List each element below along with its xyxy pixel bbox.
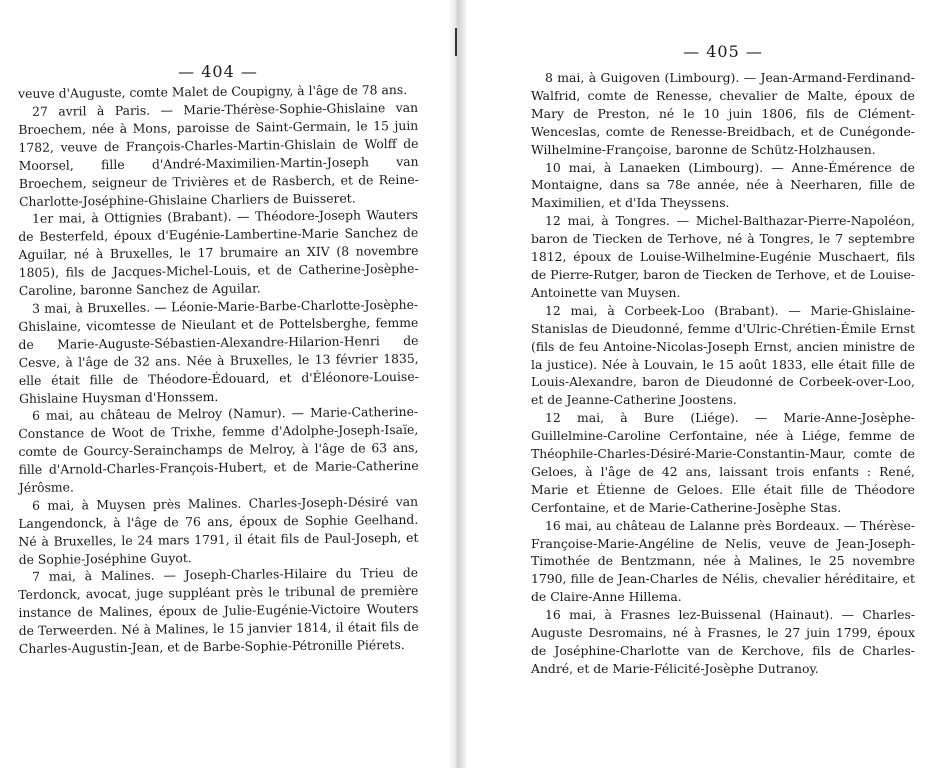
entry-8-mai: 8 mai, à Guigoven (Limbourg). — Jean-Armand-Ferdinand-Walfrid, comte de Renesse, chevalier de Malte, époux de Mary de Preston, né le 10 juin 1806, fils de Clément-Wenceslas, comte de Renesse-Breidbach, et de Cunégonde-Wilhelmine-Françoise, baronne de Schütz-Holzhausen. <box>531 70 915 157</box>
left-page-entries <box>18 81 419 658</box>
right-page-entries <box>531 69 915 678</box>
entry-12-mai-bure: 12 mai, à Bure (Liége). — Marie-Anne-Josèphe-Guillelmine-Caroline Cerfontaine, née à Liége, femme de Théophile-Charles-Désiré-Marie-Constantin-Maur, comte de Geloes, à l'âge de 42 ans, laissant trois enfants : René, Marie et Étienne de Geloes. Elle était fille de Théodore Cerfontaine, et de Marie-Catherine-Josèphe Stas. <box>531 410 915 515</box>
entry-1er-mai: 1er mai, à Ottignies (Brabant). — Théodore-Joseph Wauters de Besterfeld, époux d'Eugénie-Lambertine-Marie Sanchez de Aguilar, né à Bruxelles, le 17 brumaire an XIV (8 novembre 1805), fils de Jacques-Michel-Louis, et de Catherine-Josèphe-Caroline, baronne Sanchez de Aguilar. <box>18 207 419 298</box>
entry-7-mai: 7 mai, à Malines. — Joseph-Charles-Hilaire du Trieu de Terdonck, avocat, juge suppléant près le tribunal de première instance de Malines, époux de Julie-Eugénie-Victoire Wouters de Terweerden. Né à Malines, le 15 janvier 1814, il était fils de Charles-Augustin-Jean, et de Barbe-Sophie-Pétronille Piérets. <box>18 565 419 657</box>
entry-12-mai-tongres: 12 mai, à Tongres. — Michel-Balthazar-Pierre-Napoléon, baron de Tiecken de Terhove, né à Tongres, le 7 septembre 1812, époux de Louise-Wilhelmine-Eugénie Muschaert, fils de Pierre-Rutger, baron de Tiecken de Terhove, et de Louise-Antoinette van Muysen. <box>531 213 915 300</box>
page-number-left: — 404 — <box>178 62 258 81</box>
binding-mark <box>455 28 457 56</box>
right-page <box>531 0 915 678</box>
entry-16-mai-lalanne: 16 mai, au château de Lalanne près Bordeaux. — Thérèse-Françoise-Marie-Angéline de Nelis, veuve de Jean-Joseph-Timothée de Bentzmann, née à Malines, le 25 novembre 1790, fille de Jean-Charles de Nélis, chevalier héréditaire, et de Claire-Anne Hillema. <box>531 517 915 605</box>
book-gutter <box>448 0 466 768</box>
entry-27-avril: 27 avril à Paris. — Marie-Thérèse-Sophie-Ghislaine van Broechem, née à Mons, paroisse de Saint-Germain, le 15 juin 1782, veuve de François-Charles-Martin-Ghislain de Wolff de Moorsel, fille d'André-Maximilien-Martin-Joseph van Broechem, seigneur de Trivières et de Rasberch, et de Reine-Charlotte-Joséphine-Ghislaine Charliers de Buisseret. <box>18 99 419 209</box>
entry-3-mai: 3 mai, à Bruxelles. — Léonie-Marie-Barbe-Charlotte-Josèphe-Ghislaine, vicomtesse de Nieulant et de Pottelsberghe, femme de Marie-Auguste-Sébastien-Alexandre-Hilarion-Henri de Cesve, à l'âge de 32 ans. Née à Bruxelles, le 13 février 1835, elle était fille de Théodore-Édouard, et d'Éléonore-Louise-Ghislaine Huysman d'Honssem. <box>18 296 419 406</box>
entry-16-mai-frasnes: 16 mai, à Frasnes lez-Buissenal (Hainaut). — Charles-Auguste Desromains, né à Frasnes, le 27 juin 1799, époux de Joséphine-Charlotte van de Kerchove, fils de Charles-André, et de Marie-Félicité-Josèphe Dutranoy. <box>531 607 915 676</box>
left-page <box>18 0 418 658</box>
entry-6-mai-melroy: 6 mai, au château de Melroy (Namur). — Marie-Catherine-Constance de Woot de Trixhe, femme d'Adolphe-Joseph-Isaïe, comte de Gourcy-Serainchamps de Melroy, à l'âge de 63 ans, fille d'Arnold-Charles-François-Hubert, et de Marie-Catherine Jérôsme. <box>18 404 419 495</box>
entry-continuation: veuve d'Auguste, comte Malet de Coupigny, à l'âge de 78 ans. <box>18 81 408 101</box>
entry-10-mai: 10 mai, à Lanaeken (Limbourg). — Anne-Émérence de Montaigne, dans sa 78e année, née à Neerharen, fille de Maximilien, et d'Ida Theyssens. <box>531 159 915 211</box>
page-number-right: — 405 — <box>683 42 763 61</box>
entry-6-mai-muysen: 6 mai, à Muysen près Malines. Charles-Joseph-Désiré van Langendonck, à l'âge de 76 ans, époux de Sophie Geelhand. Né à Bruxelles, le 24 mars 1791, il était fils de Paul-Joseph, et de Sophie-Joséphine Guyot. <box>18 493 419 567</box>
entry-12-mai-corbeek: 12 mai, à Corbeek-Loo (Brabant). — Marie-Ghislaine-Stanislas de Dieudonné, femme d'Ulric-Chrétien-Émile Ernst (fils de feu Antoine-Nicolas-Joseph Ernst, ancien ministre de la justice). Née à Louvain, le 15 août 1833, elle était fille de Louis-Alexandre, baron de Dieudonné de Corbeek-over-Loo, et de Jeanne-Catherine Joostens. <box>531 302 915 408</box>
